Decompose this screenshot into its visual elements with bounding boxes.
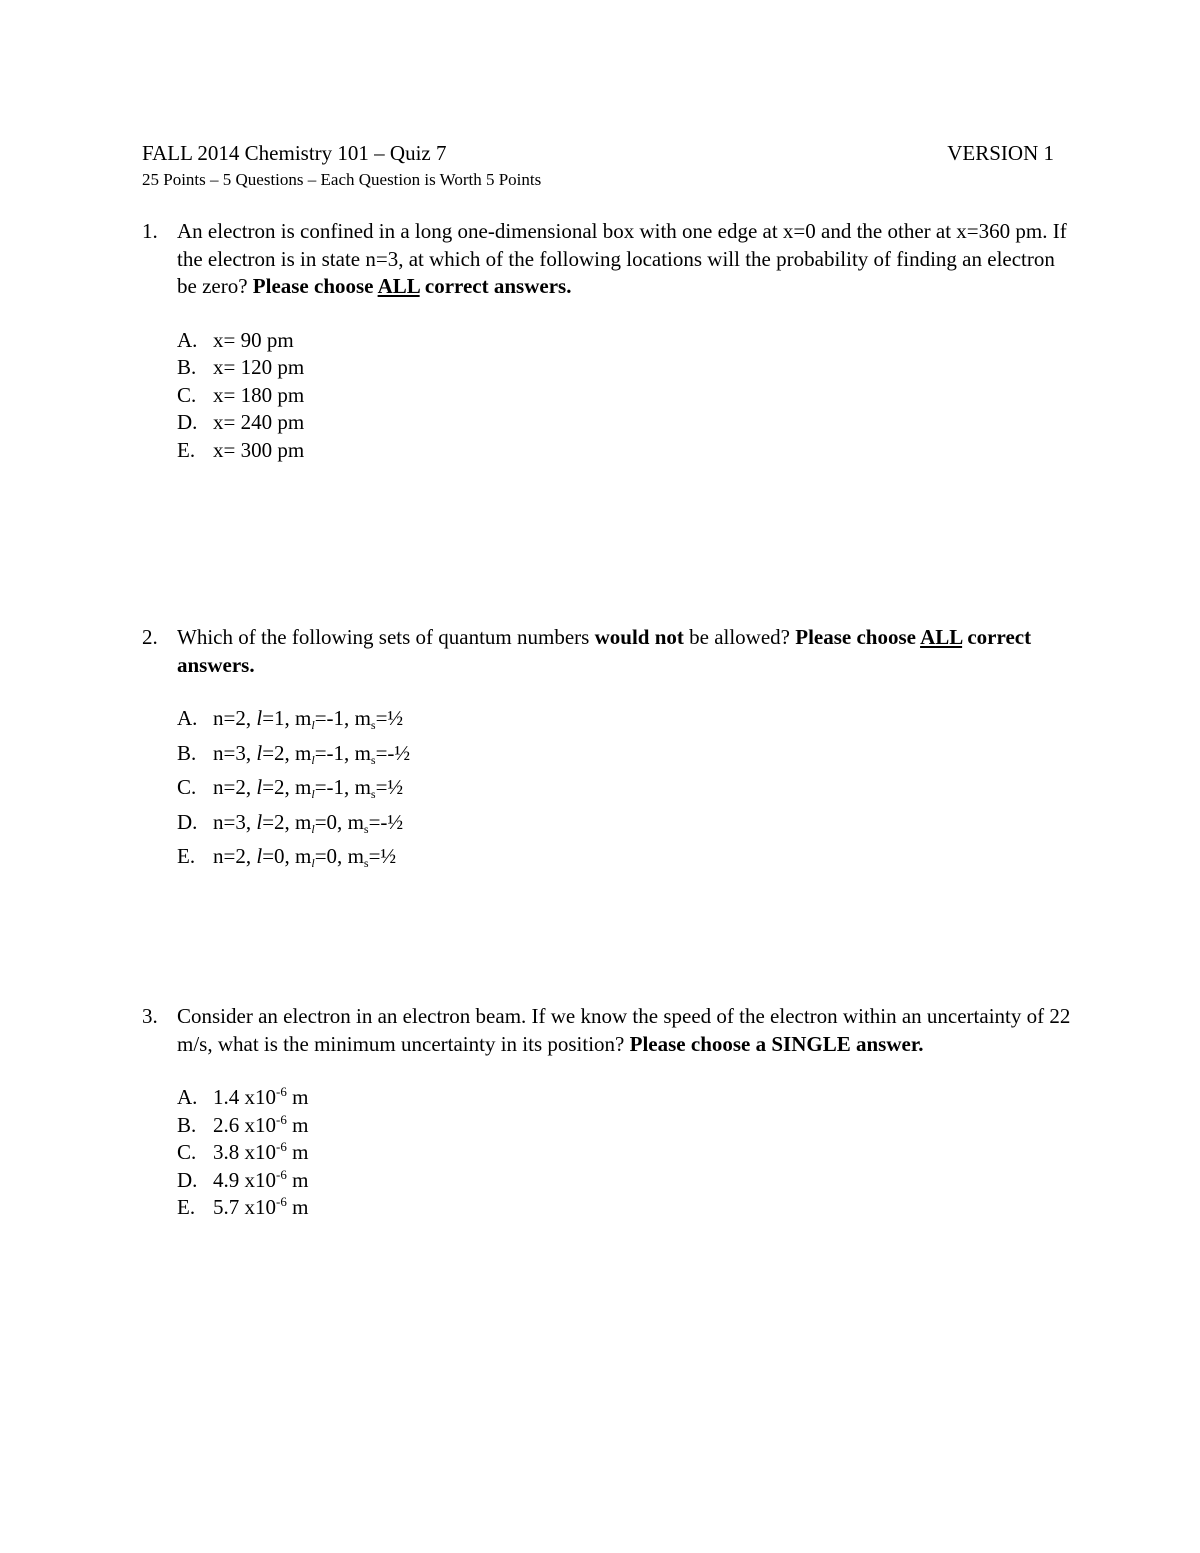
question-number: 2. [142,625,158,649]
question-text: Which of the following sets of quantum numbers would not be allowed? Please choose ALL correct answers. [177,625,1032,677]
question-2 [142,624,1072,878]
question-text: Consider an electron in an electron beam. If we know the speed of the electron within an uncertainty of 22 m/s, what is the minimum uncertainty in its position? Please choose a SINGLE answer. [177,1004,1071,1056]
page-header [142,141,1054,166]
option[interactable]: D. 4.9 $x10^{-6}$ m [177,1166,309,1192]
question-1 [142,218,1072,464]
version-label: VERSION 1 [947,141,1054,165]
option[interactable]: B. x= 120 pm [177,355,305,379]
option[interactable]: C. n=2, l=2, $m_l=-1$, $m_s=\frac{1}{2}$ [177,775,404,801]
option[interactable]: A. x= 90 pm [177,327,294,352]
option[interactable]: C. x= 180 pm [177,382,305,407]
option[interactable]: B. n=3, l=2, $m_l=-1$, $m_s=-\frac{1}{2}$ [177,740,411,767]
quiz-title: FALL 2014 Chemistry 101 – Quiz 7 [142,141,447,165]
answer-options [177,1084,1072,1222]
question-number: 3. [142,1004,158,1028]
answer-options [177,705,1072,878]
option[interactable]: D. x= 240 pm [177,410,305,434]
question-text: An electron is confined in a long one-dimensional box with one edge at x=0 and the other at x=360 pm. If the electron is in state n=3, at which of the following locations will the probability of finding an electron be zero? Please choose ALL correct answers. [177,219,1067,298]
instruction: Please choose ALL correct answers. [177,625,1032,677]
question-3 [142,1003,1072,1222]
question-number: 1. [142,219,158,243]
option[interactable]: A. 1.4 $x10^{-6}$ m [177,1084,309,1109]
option[interactable]: E. 5.7 $x10^{-6}$ m [177,1194,309,1219]
option[interactable]: B. 2.6 $x10^{-6}$ m [177,1111,309,1137]
answer-options [177,327,1072,465]
option[interactable]: E. x= 300 pm [177,437,305,462]
option[interactable]: A. n=2, l=1, $m_l=-1$, $m_s=\frac{1}{2}$ [177,706,404,732]
points-subtitle: 25 Points – 5 Questions – Each Question is Worth 5 Points [142,170,542,189]
option[interactable]: D. n=3, l=2, $m_l=0$, $m_s=-\frac{1}{2}$ [177,809,404,836]
instruction: Please choose a SINGLE answer. [629,1031,924,1056]
option[interactable]: C. 3.8 $x10^{-6}$ m [177,1139,309,1164]
instruction: Please choose ALL correct answers. [252,274,572,298]
option[interactable]: E. n=2, l=0, $m_l=0$, $m_s=\frac{1}{2}$ [177,844,397,870]
